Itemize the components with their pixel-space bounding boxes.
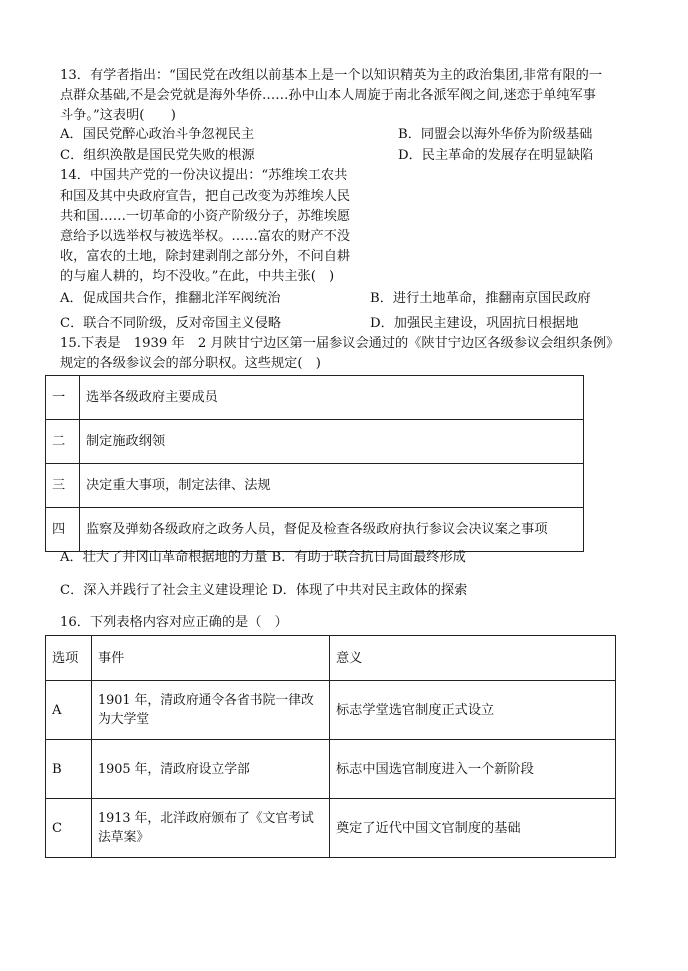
q15-row-text: 监察及弹劾各级政府之政务人员，督促及检查各级政府执行参议会决议案之事项: [80, 508, 584, 552]
q14-option-d[interactable]: D．加强民主建设，巩固抗日根据地: [370, 316, 579, 331]
q15-stem-line-2: 规定的各级参议会的部分职权。这些规定( ): [60, 356, 321, 371]
q16-row-option: B: [46, 740, 92, 799]
q15-row-text: 选举各级政府主要成员: [80, 376, 584, 420]
q15-powers-table: [45, 375, 584, 552]
table-row: [46, 420, 584, 464]
q14-stem-line-3: 共和国……一切革命的小资产阶级分子，苏维埃愿: [60, 209, 351, 224]
table-row: [46, 799, 616, 858]
table-row: [46, 508, 584, 552]
q14-option-b[interactable]: B．进行土地革命，推翻南京国民政府: [370, 291, 591, 306]
q15-row-number: 一: [46, 376, 80, 420]
q15-stem-line-1: 15.下表是 1939 年 2 月陕甘宁边区第一届参议会通过的《陕甘宁边区各级参议会组织条例》: [60, 336, 620, 351]
q16-row-event: 1901 年，清政府通令各省书院一律改为大学堂: [92, 681, 330, 740]
q13-stem-line-3: 斗争。”这表明( ): [60, 108, 176, 123]
q16-row-meaning: 标志学堂选官制度正式设立: [330, 681, 616, 740]
q15-row-number: 二: [46, 420, 80, 464]
q13-option-c[interactable]: C．组织涣散是国民党失败的根源: [60, 148, 255, 163]
table-header-row: [46, 636, 616, 681]
q14-option-c[interactable]: C．联合不同阶级，反对帝国主义侵略: [60, 316, 282, 331]
q16-row-event: 1905 年，清政府设立学部: [92, 740, 330, 799]
q16-stem: 16．下列表格内容对应正确的是（ ）: [60, 615, 288, 630]
q15-row-text: 制定施政纲领: [80, 420, 584, 464]
q14-stem-line-4: 意给予以选举权与被选举权。……富农的财产不没: [60, 229, 351, 244]
q15-row-text: 决定重大事项，制定法律、法规: [80, 464, 584, 508]
q16-header-event: 事件: [92, 636, 330, 681]
q13-option-a[interactable]: A．国民党醉心政治斗争忽视民主: [60, 127, 255, 142]
q14-stem-line-2: 和国及其中央政府宣告，把自己改变为苏维埃人民: [60, 189, 351, 204]
q14-stem-line-6: 的与雇人耕的，均不没收。”在此，中共主张( ): [60, 269, 335, 284]
q15-row-number: 三: [46, 464, 80, 508]
table-row: [46, 740, 616, 799]
q16-row-event: 1913 年，北洋政府颁布了《文官考试法草案》: [92, 799, 330, 858]
q16-header-meaning: 意义: [330, 636, 616, 681]
q16-header-option: 选项: [46, 636, 92, 681]
q14-option-a[interactable]: A．促成国共合作，推翻北洋军阀统治: [60, 291, 281, 306]
q13-stem-line-2: 点群众基础,不是会党就是海外华侨……孙中山本人周旋于南北各派军阀之间,迷恋于单纯军事: [60, 88, 596, 103]
table-row: [46, 464, 584, 508]
q16-row-meaning: 标志中国选官制度进入一个新阶段: [330, 740, 616, 799]
q15-row-number: 四: [46, 508, 80, 552]
table-row: [46, 376, 584, 420]
q13-option-b[interactable]: B．同盟会以海外华侨为阶级基础: [398, 127, 593, 142]
q13-stem-line-1: 13．有学者指出：“国民党在改组以前基本上是一个以知识精英为主的政治集团,非常有限的一: [60, 68, 603, 83]
q13-option-d[interactable]: D．民主革命的发展存在明显缺陷: [398, 148, 594, 163]
q15-options-a-b[interactable]: A．壮大了井冈山革命根据地的力量 B．有助于联合抗日局面最终形成: [60, 550, 466, 565]
q16-row-option: A: [46, 681, 92, 740]
q16-table: [45, 635, 616, 858]
q16-row-meaning: 奠定了近代中国文官制度的基础: [330, 799, 616, 858]
table-row: [46, 681, 616, 740]
q14-stem-line-5: 收，富农的土地，除封建剥削之部分外，不问自耕: [60, 249, 351, 264]
q15-options-c-d[interactable]: C．深入并践行了社会主义建设理论 D．体现了中共对民主政体的探索: [60, 583, 468, 598]
q16-row-option: C: [46, 799, 92, 858]
q14-stem-line-1: 14．中国共产党的一份决议提出：“苏维埃工农共: [60, 168, 348, 183]
